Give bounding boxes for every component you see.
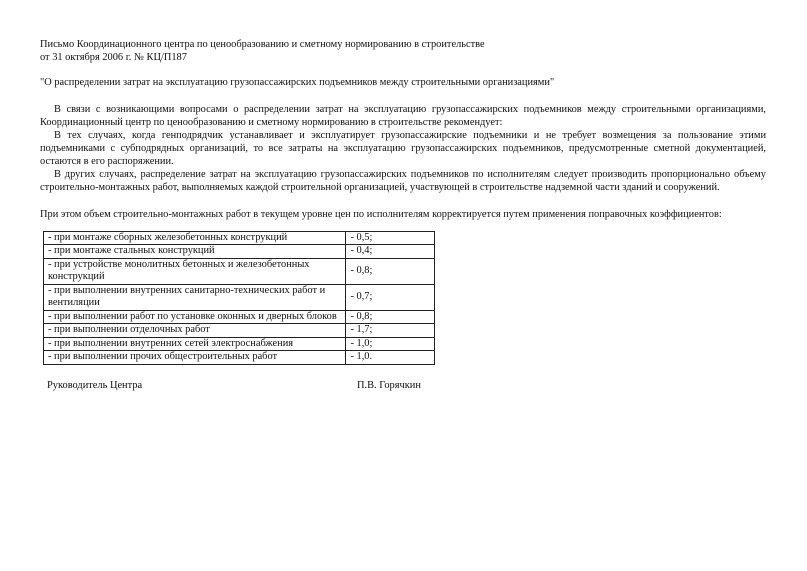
table-row [44, 245, 435, 258]
table-row [44, 284, 435, 310]
paragraph-1: В связи с возникающими вопросами о распределении затрат на эксплуатацию грузопассажирских подъемников между строительными организациями, Координационный центр по ценообразованию и сметному нормированию в строительстве рекомендует: [40, 104, 766, 128]
coefficient-cell: - 0,5; [346, 232, 435, 245]
work-type-cell: - при выполнении прочих общестроительных работ [44, 351, 346, 364]
work-type-cell: - при выполнении работ по установке оконных и дверных блоков [44, 310, 346, 323]
table-row [44, 324, 435, 337]
paragraph-2: В тех случаях, когда генподрядчик устанавливает и эксплуатирует грузопассажирские подъемники и не требует возмещения за пользование этими подъемниками с субподрядных организаций, то все затраты на эксплуатацию грузопассажирских подъемников, предусмотренные сметной документацией, остаются в его распоряжении. [40, 130, 766, 167]
signatory-position: Руководитель Центра [47, 379, 143, 391]
coefficients-intro: При этом объем строительно-монтажных работ в текущем уровне цен по исполнителям корректируется путем применения поправочных коэффициентов: [40, 209, 722, 220]
work-type-cell: - при выполнении отделочных работ [44, 324, 346, 337]
table-row [44, 310, 435, 323]
signature-block [40, 379, 766, 393]
work-type-cell: - при монтаже стальных конструкций [44, 245, 346, 258]
work-type-cell: - при монтаже сборных железобетонных конструкций [44, 232, 346, 245]
paragraph-3: В других случаях, распределение затрат на эксплуатацию грузопассажирских подъемников по исполнителям следует производить пропорционально объему строительно-монтажных работ, выполняемых каждой строительной организацией, участвующей в строительстве надземной части зданий и сооружений. [40, 169, 766, 193]
coefficient-cell: - 0,4; [346, 245, 435, 258]
work-type-cell: - при выполнении внутренних санитарно-технических работ и вентиляции [44, 284, 346, 310]
work-type-cell: - при выполнении внутренних сетей электроснабжения [44, 337, 346, 350]
table-row [44, 258, 435, 284]
coefficient-cell: - 0,8; [346, 258, 435, 284]
table-row [44, 232, 435, 245]
document-subject: "О распределении затрат на эксплуатацию грузопассажирских подъемников между строительными организациями" [40, 77, 555, 88]
work-type-cell: - при устройстве монолитных бетонных и железобетонных конструкций [44, 258, 346, 284]
document-page [40, 38, 766, 393]
document-title-line2: от 31 октября 2006 г. № КЦ/П187 [40, 52, 187, 63]
coefficient-cell: - 1,0; [346, 337, 435, 350]
document-title-line1: Письмо Координационного центра по ценообразованию и сметному нормированию в строительстве [40, 39, 485, 50]
coefficients-table [43, 231, 435, 365]
coefficient-cell: - 1,0. [346, 351, 435, 364]
coefficient-cell: - 1,7; [346, 324, 435, 337]
coefficient-cell: - 0,7; [346, 284, 435, 310]
coefficient-cell: - 0,8; [346, 310, 435, 323]
table-row [44, 351, 435, 364]
signatory-name: П.В. Горячкин [357, 379, 421, 391]
table-row [44, 337, 435, 350]
